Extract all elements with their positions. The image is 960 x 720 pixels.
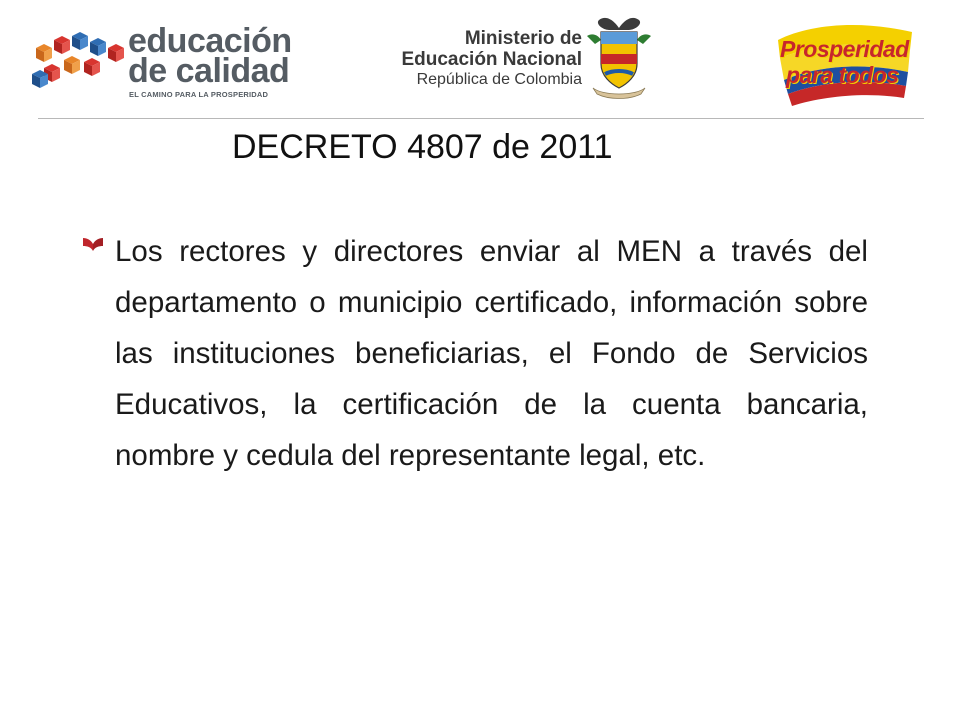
ministry-name-line2: Educación Nacional [401,49,582,70]
slide-title: DECRETO 4807 de 2011 [232,128,613,166]
de-calidad-wordmark: de calidad [128,52,290,90]
prosperidad-para-todos-logo [770,10,920,110]
slide-header [0,0,960,118]
cubes-logo-icon [30,28,126,94]
educacion-de-calidad-logo [30,20,300,100]
bullet-paragraph: Los rectores y directores enviar al MEN a través del departamento o municipio certificado, información sobre las instituciones beneficiarias, el Fondo de Servicios Educativos, la certificación de la cuenta bancaria, nombre y cedula del representante legal, etc. [115,235,868,472]
educacion-wordmark: educación [128,22,292,60]
colombia-coat-of-arms-icon [585,14,653,106]
header-divider [38,118,924,119]
prosperidad-wordmark: Prosperidad [780,36,909,62]
education-tagline: EL CAMINO PARA LA PROSPERIDAD [129,90,269,99]
para-todos-wordmark: para todos [786,62,899,88]
ministry-name-line1: Ministerio de [464,28,582,49]
ministry-country: República de Colombia [416,71,582,88]
open-book-bullet-icon [82,236,104,252]
ministerio-logo [392,28,582,88]
